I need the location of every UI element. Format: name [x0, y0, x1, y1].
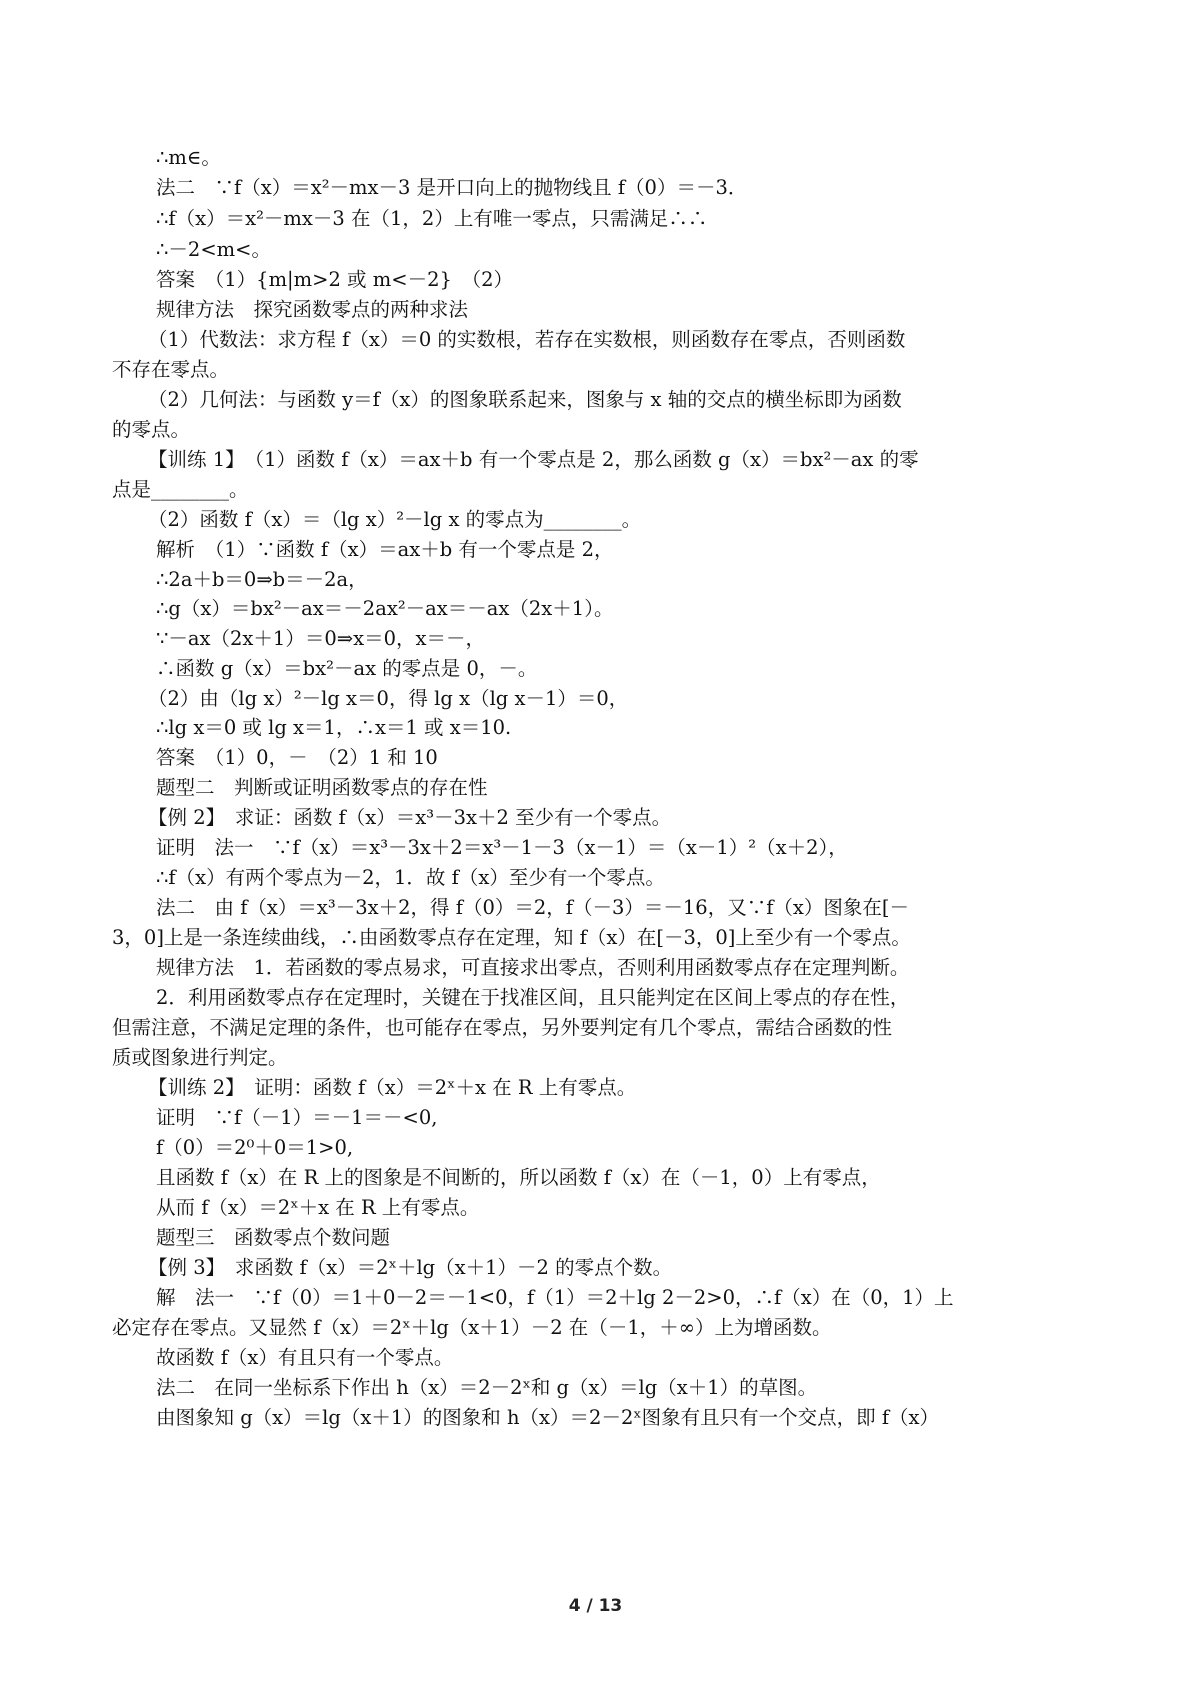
text-line: 2．利用函数零点存在定理时，关键在于找准区间，且只能判定在区间上零点的存在性，	[156, 986, 910, 1009]
text-line: （2）由（lg x）²－lg x＝0，得 lg x（lg x－1）＝0，	[148, 687, 629, 710]
text-line: （2）函数 f（x）＝（lg x）²－lg x 的零点为________。	[148, 508, 642, 531]
text-line: 但需注意，不满足定理的条件，也可能存在零点，另外要判定有几个零点，需结合函数的性	[112, 1016, 893, 1039]
text-line: （2）几何法：与函数 y＝f（x）的图象联系起来，图象与 x 轴的交点的横坐标即为函数	[148, 388, 902, 411]
text-line: ∴函数 g（x）＝bx²－ax 的零点是 0，－。	[156, 657, 538, 680]
text-line: ∴lg x＝0 或 lg x＝1，∴x＝1 或 x＝10.	[156, 716, 512, 739]
text-line: f（0）＝2⁰＋0＝1>0,	[156, 1136, 354, 1159]
text-line: 3，0]上是一条连续曲线，∴由函数零点存在定理，知 f（x）在[－3，0]上至少有一个零点。	[112, 926, 911, 949]
text-line: 点是________。	[112, 478, 249, 501]
text-line: 法二 ∵f（x）＝x²－mx－3 是开口向上的抛物线且 f（0）＝－3．	[156, 176, 748, 199]
text-line: 【例 3】 求函数 f（x）＝2ˣ＋lg（x＋1）－2 的零点个数。	[148, 1256, 673, 1279]
text-line: ∴2a＋b＝0⇒b＝－2a，	[156, 568, 368, 591]
text-line: 的零点。	[112, 418, 191, 441]
text-line: （1）代数法：求方程 f（x）＝0 的实数根，若存在实数根，则函数存在零点，否则函数	[148, 328, 906, 351]
text-line: 质或图象进行判定。	[112, 1046, 288, 1069]
text-line: ∴g（x）＝bx²－ax＝－2ax²－ax＝－ax（2x＋1）。	[156, 597, 614, 620]
text-line: 规律方法 1．若函数的零点易求，可直接求出零点，否则利用函数零点存在定理判断。	[156, 956, 910, 979]
text-line: ∴f（x）有两个零点为－2，1．故 f（x）至少有一个零点。	[156, 866, 665, 889]
text-line: 题型二 判断或证明函数零点的存在性	[156, 776, 488, 799]
text-line: 由图象知 g（x）＝lg（x＋1）的图象和 h（x）＝2－2ˣ图象有且只有一个交点，即 f（x）	[156, 1406, 940, 1429]
text-line: 且函数 f（x）在 R 上的图象是不间断的，所以函数 f（x）在（－1，0）上有零点，	[156, 1166, 881, 1189]
text-line: ∴m∈。	[156, 146, 221, 169]
text-line: 【训练 1】 （1）函数 f（x）＝ax＋b 有一个零点是 2，那么函数 g（x）＝bx²－ax 的零	[148, 448, 919, 471]
page-number: 4 / 13	[568, 1596, 623, 1616]
text-line: 法二 在同一坐标系下作出 h（x）＝2－2ˣ和 g（x）＝lg（x＋1）的草图。	[156, 1376, 818, 1399]
text-line: 证明 法一 ∵f（x）＝x³－3x＋2＝x³－1－3（x－1）＝（x－1）²（x＋2），	[156, 836, 848, 859]
text-line: ∴－2<m<。	[156, 238, 271, 261]
text-line: 解析 （1）∵函数 f（x）＝ax＋b 有一个零点是 2，	[156, 538, 614, 561]
text-line: 不存在零点。	[112, 358, 230, 381]
text-line: 故函数 f（x）有且只有一个零点。	[156, 1346, 454, 1369]
text-line: 证明 ∵f（－1）＝－1＝－<0,	[156, 1106, 438, 1129]
text-line: 【训练 2】 证明：函数 f（x）＝2ˣ＋x 在 R 上有零点。	[148, 1076, 637, 1099]
text-line: ∵－ax（2x＋1）＝0⇒x＝0，x＝－，	[156, 627, 485, 650]
text-line: 答案 （1）{m|m>2 或 m<－2} （2）	[156, 268, 514, 291]
text-line: 法二 由 f（x）＝x³－3x＋2，得 f（0）＝2，f（－3）＝－16，又∵f（x）图象在[－	[156, 896, 910, 919]
text-line: 从而 f（x）＝2ˣ＋x 在 R 上有零点。	[156, 1196, 480, 1219]
text-line: 答案 （1）0，－ （2）1 和 10	[156, 746, 438, 769]
text-line: ∴f（x）＝x²－mx－3 在（1，2）上有唯一零点，只需满足∴∴	[156, 207, 708, 230]
text-line: 解 法一 ∵f（0）＝1＋0－2＝－1<0，f（1）＝2＋lg 2－2>0，∴f（x）在（0，1）上	[156, 1286, 954, 1309]
text-line: 规律方法 探究函数零点的两种求法	[156, 298, 469, 321]
text-line: 【例 2】 求证：函数 f（x）＝x³－3x＋2 至少有一个零点。	[148, 806, 672, 829]
text-line: 必定存在零点。又显然 f（x）＝2ˣ＋lg（x＋1）－2 在（－1，＋∞）上为增函数。	[112, 1316, 832, 1339]
text-line: 题型三 函数零点个数问题	[156, 1226, 391, 1249]
